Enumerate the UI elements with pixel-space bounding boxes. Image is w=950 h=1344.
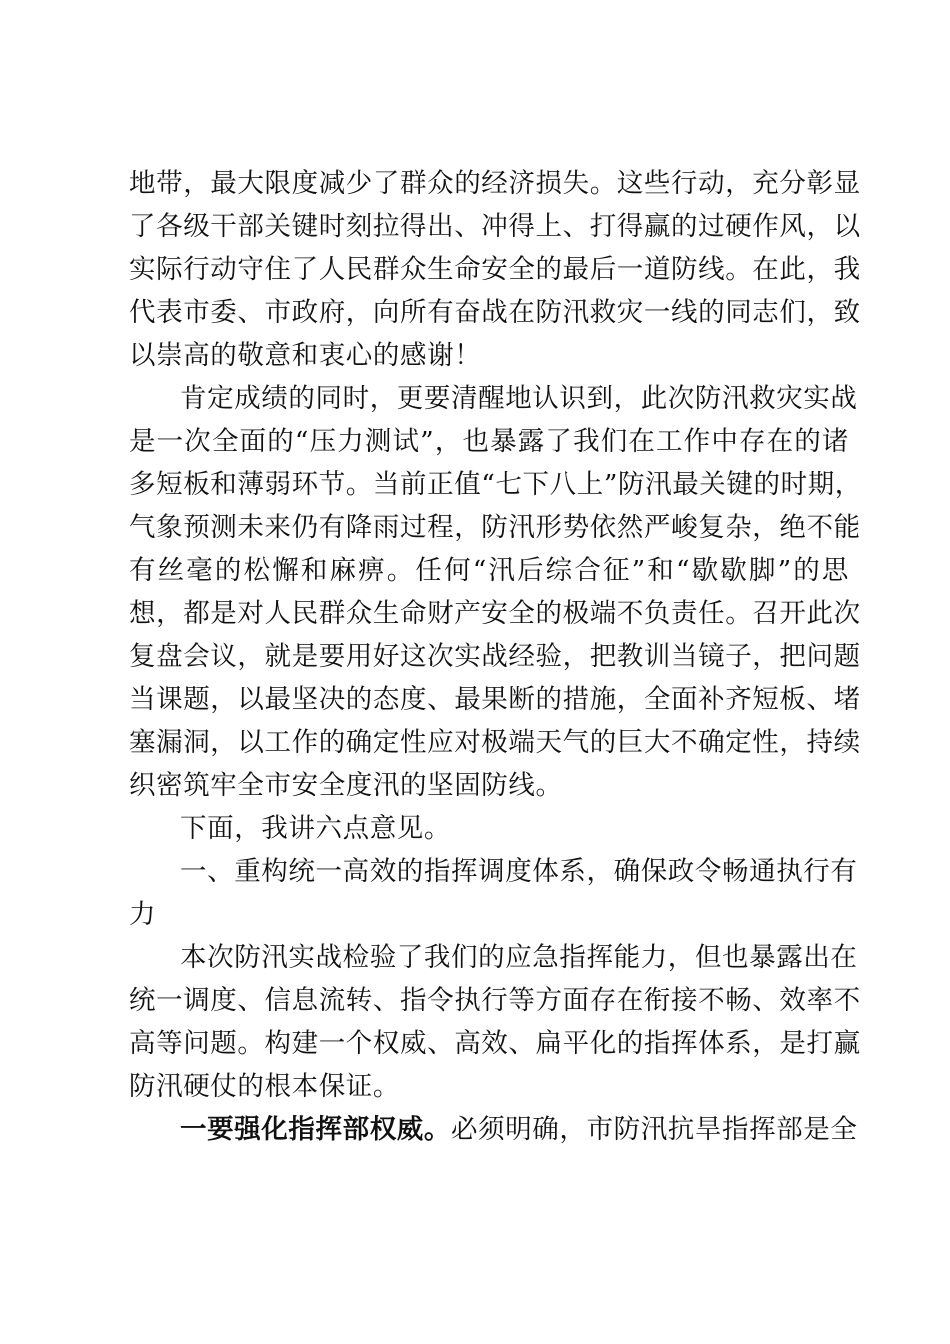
text-line: 统一调度、信息流转、指令执行等方面存在衔接不畅、效率不 (129, 985, 861, 1016)
text-line: 地带，最大限度减少了群众的经济损失。这些行动，充分彰显 (129, 168, 861, 199)
paragraph-first-line: 肯定成绩的同时，更要清醒地认识到，此次防汛救灾实战 (180, 383, 858, 414)
text-line: 高等问题。构建一个权威、高效、扁平化的指挥体系，是打赢 (129, 1028, 861, 1059)
text-line: 织密筑牢全市安全度汛的坚固防线。 (129, 770, 563, 801)
text-line: 当课题，以最坚决的态度、最果断的措施，全面补齐短板、堵 (129, 684, 861, 715)
text-line: 代表市委、市政府，向所有奋战在防汛救灾一线的同志们，致 (129, 297, 861, 328)
text-line: 复盘会议，就是要用好这次实战经验，把教训当镜子，把问题 (129, 641, 861, 672)
bold-lead-phrase: 一要强化指挥部权威。 (180, 1114, 451, 1145)
text-line: 气象预测未来仍有降雨过程，防汛形势依然严峻复杂，绝不能 (129, 512, 861, 543)
text-line: 塞漏洞，以工作的确定性应对极端天气的巨大不确定性，持续 (129, 727, 861, 758)
section-heading: 一、重构统一高效的指挥调度体系，确保政令畅通执行有 (180, 856, 858, 887)
section-heading-continued: 力 (129, 899, 157, 930)
text-line: 多短板和薄弱环节。当前正值“七下八上”防汛最关键的时期， (129, 469, 862, 500)
text-line: 实际行动守住了人民群众生命安全的最后一道防线。在此，我 (129, 254, 861, 285)
paragraph-first-line: 本次防汛实战检验了我们的应急指挥能力，但也暴露出在 (180, 942, 858, 973)
text-line: 以崇高的敬意和衷心的感谢！ (129, 340, 482, 371)
text-line: 想，都是对人民群众生命财产安全的极端不负责任。召开此次 (129, 598, 861, 629)
text-line: 防汛硬仗的根本保证。 (129, 1071, 400, 1102)
text-line: 是一次全面的“压力测试”，也暴露了我们在工作中存在的诸 (129, 426, 849, 457)
paragraph-first-line: 下面，我讲六点意见。 (180, 813, 451, 844)
text-run: 必须明确，市防汛抗旱指挥部是全 (451, 1114, 858, 1145)
paragraph-first-line (180, 1112, 900, 1148)
text-line: 了各级干部关键时刻拉得出、冲得上、打得赢的过硬作风，以 (129, 211, 861, 242)
text-line: 有丝毫的松懈和麻痹。任何“汛后综合征”和“歇歇脚”的思 (129, 555, 849, 586)
